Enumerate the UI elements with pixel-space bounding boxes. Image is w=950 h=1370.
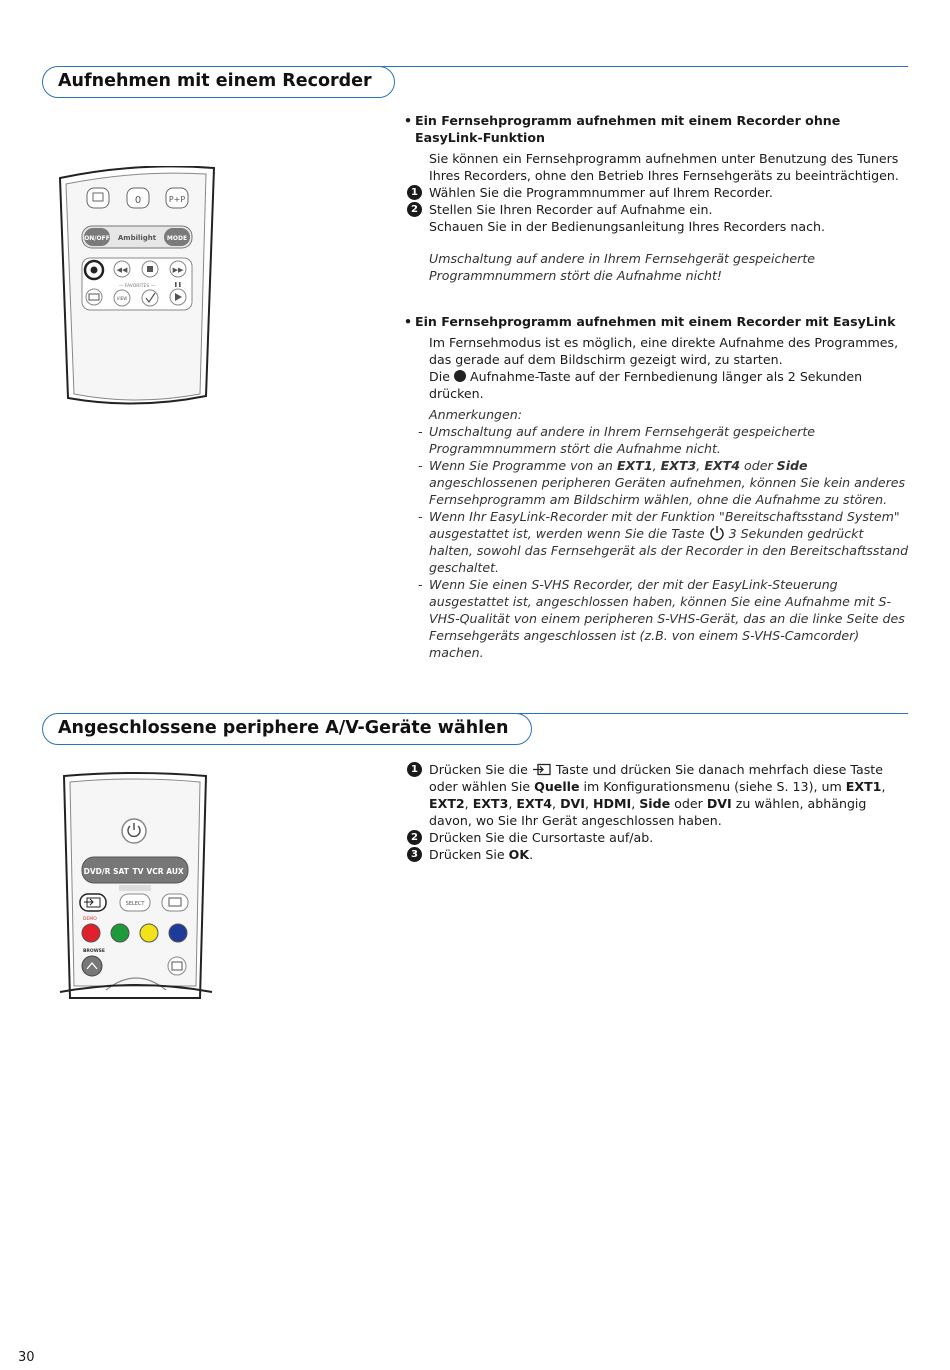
source-buttons	[84, 867, 184, 876]
power-icon	[709, 525, 725, 541]
source-vcr: VCR	[146, 867, 164, 876]
svg-text:VIEW: VIEW	[116, 296, 128, 301]
section-title: Aufnehmen mit einem Recorder	[42, 66, 395, 98]
record-button-icon	[454, 370, 466, 382]
av-source-button	[80, 894, 106, 911]
power-button	[122, 819, 146, 843]
browse-button	[82, 956, 102, 976]
note-item: - Wenn Ihr EasyLink-Recorder mit der Funktion "Bereitschaftsstand System" ausgestattet ist, werden wenn Sie die Taste 3 Sekunden gedrückt halten, sowohl das Fernsehgerät als der Recorder in den Bereitschaftsstand geschaltet.	[418, 509, 909, 575]
svg-text:0: 0	[134, 195, 142, 206]
zero-button	[127, 188, 149, 208]
source-sat: SAT	[113, 867, 129, 876]
step-number-badge: 1	[407, 762, 422, 777]
svg-text:◀◀: ◀◀	[116, 266, 128, 274]
recording-text-column	[404, 112, 910, 661]
play-icon	[170, 289, 186, 305]
bullet-dot: •	[404, 314, 413, 329]
step-3: 3 Drücken Sie OK.	[404, 846, 910, 863]
remote-control-source-illustration	[56, 770, 214, 1002]
svg-text:▶▶: ▶▶	[172, 266, 184, 274]
intro-paragraph: Sie können ein Fernsehprogramm aufnehmen unter Benutzung des Tuners Ihres Recorders, ohne den Betrieb Ihres Fernsehgeräts zu beeinträchtigen.	[429, 151, 899, 183]
step-1: 1 Wählen Sie die Programmnummer auf Ihrem Recorder.	[404, 184, 910, 201]
dual-screen-icon	[162, 894, 188, 911]
notes-title: Anmerkungen:	[429, 407, 523, 422]
select-button	[120, 894, 150, 911]
source-dvdr: DVD/R	[83, 867, 111, 876]
view-button	[114, 290, 130, 306]
favorites-label: — FAVORITES —	[118, 284, 156, 289]
bullet-heading-without-easylink: • Ein Fernsehprogramm aufnehmen mit einem Recorder ohne EasyLink-Funktion	[404, 113, 841, 145]
note-item: - Umschaltung auf andere in Ihrem Fernsehgerät gespeicherte Programmnummern stört die Aufnahme nicht.	[418, 424, 816, 456]
step-number-badge: 3	[407, 847, 422, 862]
teletext-icon	[168, 957, 186, 975]
page-number: 30	[18, 1350, 35, 1365]
svg-text:SELECT: SELECT	[125, 901, 145, 907]
step-2: 2 Stellen Sie Ihren Recorder auf Aufnahme ein. Schauen Sie in der Bedienungsanleitung Ihres Recorders nach.	[404, 201, 910, 235]
note-item: - Wenn Sie Programme von an EXT1, EXT3, EXT4 oder Side angeschlossenen peripheren Geräten aufnehmen, können Sie kein anderes Fernsehprogramm am Bildschirm wählen, ohne die Aufnahme zu stören.	[418, 458, 906, 507]
ambilight-label: Ambilight	[117, 234, 157, 242]
blue-button	[169, 924, 187, 942]
source-tv: TV	[132, 867, 144, 876]
red-button	[82, 924, 100, 942]
source-icon	[87, 188, 109, 208]
yellow-button	[140, 924, 158, 942]
ptp-button	[166, 188, 188, 208]
svg-text:MODE: MODE	[166, 235, 188, 242]
stop-icon	[142, 261, 158, 277]
record-instruction: Die Aufnahme-Taste auf der Fernbedienung länger als 2 Sekunden drücken.	[429, 369, 863, 401]
fast-forward-icon	[170, 261, 186, 277]
notes-list	[394, 423, 910, 661]
remote-control-recording-illustration	[56, 166, 218, 410]
step-number-badge: 2	[407, 202, 422, 217]
check-icon	[142, 290, 158, 306]
note-text: Umschaltung auf andere in Ihrem Fernsehgerät gespeicherte Programmnummern stört die Aufnahme nicht!	[429, 251, 816, 283]
record-button	[85, 261, 103, 279]
svg-text:ON/OFF: ON/OFF	[84, 235, 110, 242]
browse-label: BROWSE	[83, 949, 105, 954]
rewind-icon	[114, 261, 130, 277]
note-item: - Wenn Sie einen S-VHS Recorder, der mit der EasyLink-Steuerung ausgestattet ist, angeschlossen haben, können Sie eine Aufnahme mit S-VHS-Qualität von einem peripheren S-VHS-Gerät, das an die linke Seite des Fernsehgeräts angeschlossen ist (z.B. von einem S-VHS-Camcorder) machen.	[418, 577, 905, 660]
av-source-icon	[532, 763, 552, 776]
bullet-heading-with-easylink: • Ein Fernsehprogramm aufnehmen mit einem Recorder mit EasyLink	[404, 314, 896, 329]
demo-label: DEMO	[83, 917, 97, 922]
svg-text:P+P: P+P	[168, 195, 186, 204]
source-selection-text-column	[404, 756, 910, 863]
intro-paragraph: Im Fernsehmodus ist es möglich, eine direkte Aufnahme des Programmes, das gerade auf dem Bildschirm gezeigt wird, zu starten.	[429, 335, 899, 367]
green-button	[111, 924, 129, 942]
screen-format-icon	[86, 289, 102, 305]
source-aux: AUX	[166, 867, 184, 876]
step-number-badge: 1	[407, 185, 422, 200]
on-off-button	[84, 228, 110, 246]
bullet-dot: •	[404, 113, 413, 128]
step-number-badge: 2	[407, 830, 422, 845]
mode-button	[164, 228, 190, 246]
section-title: Angeschlossene periphere A/V-Geräte wählen	[42, 713, 532, 745]
step-1: 1 Drücken Sie die Taste und drücken Sie danach mehrfach diese Taste oder wählen Sie Quelle im Konfigurationsmenu (siehe S. 13), um EXT1, EXT2, EXT3, EXT4, DVI, HDMI, Side oder DVI zu wählen, abhängig davon, wo Sie Ihr Gerät angeschlossen haben.	[404, 761, 910, 829]
step-2: 2 Drücken Sie die Cursortaste auf/ab.	[404, 829, 910, 846]
